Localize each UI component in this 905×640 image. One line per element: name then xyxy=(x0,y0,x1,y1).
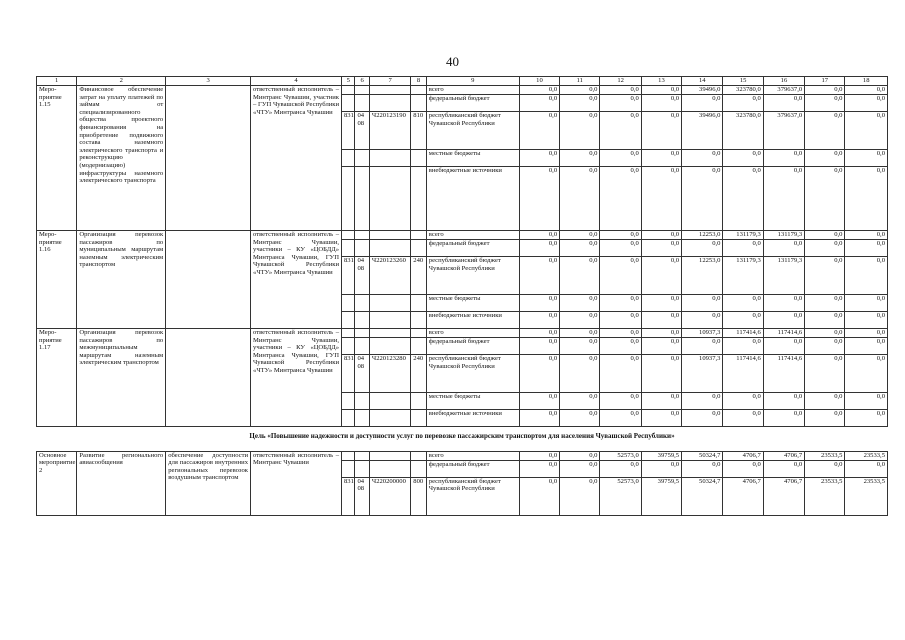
amount-value: 23533,5 xyxy=(805,451,845,460)
amount-value: 0,0 xyxy=(519,312,559,329)
amount-value: 0,0 xyxy=(560,95,600,112)
amount-value: 10937,3 xyxy=(682,329,723,338)
amount-value: 0,0 xyxy=(805,240,845,257)
amount-value: 0,0 xyxy=(600,95,641,112)
vr-code xyxy=(411,86,427,95)
table-cell xyxy=(342,393,355,410)
amount-value: 0,0 xyxy=(600,410,641,427)
column-number: 10 xyxy=(519,77,559,86)
rzpr-code: 04 08 xyxy=(355,257,369,295)
amount-value: 323780,0 xyxy=(723,86,763,95)
csr-code: Ч220123190 xyxy=(369,112,410,150)
amount-value: 0,0 xyxy=(682,410,723,427)
amount-value: 0,0 xyxy=(600,312,641,329)
amount-value: 0,0 xyxy=(845,329,888,338)
table-cell xyxy=(355,312,369,329)
table-cell xyxy=(355,167,369,231)
amount-value: 0,0 xyxy=(560,257,600,295)
goal-row xyxy=(37,427,888,452)
csr-code: Ч220123280 xyxy=(369,355,410,393)
amount-value: 0,0 xyxy=(519,231,559,240)
amount-value: 379637,0 xyxy=(763,86,804,95)
measure-name: Меро-приятие 1.15 xyxy=(37,86,77,231)
amount-value: 0,0 xyxy=(641,86,681,95)
funding-source: всего xyxy=(426,86,519,95)
csr-code xyxy=(369,451,410,460)
amount-value: 39759,5 xyxy=(641,477,681,515)
column-number: 4 xyxy=(251,77,342,86)
amount-value: 0,0 xyxy=(723,295,763,312)
amount-value: 0,0 xyxy=(519,112,559,150)
amount-value: 0,0 xyxy=(560,460,600,477)
amount-value: 0,0 xyxy=(519,240,559,257)
amount-value: 0,0 xyxy=(600,257,641,295)
amount-value: 23533,5 xyxy=(845,451,888,460)
table-row xyxy=(37,329,888,338)
table-cell xyxy=(342,312,355,329)
measure-target xyxy=(166,231,251,329)
table-cell xyxy=(369,460,410,477)
amount-value: 0,0 xyxy=(682,393,723,410)
amount-value: 0,0 xyxy=(641,312,681,329)
amount-value: 0,0 xyxy=(519,329,559,338)
grbs-code xyxy=(342,451,355,460)
amount-value: 0,0 xyxy=(845,257,888,295)
rzpr-code: 04 08 xyxy=(355,112,369,150)
funding-source: федеральный бюджет xyxy=(426,95,519,112)
amount-value: 4706,7 xyxy=(723,477,763,515)
amount-value: 0,0 xyxy=(845,393,888,410)
table-cell xyxy=(411,240,427,257)
table-cell xyxy=(355,295,369,312)
amount-value: 0,0 xyxy=(845,460,888,477)
table-cell xyxy=(355,95,369,112)
funding-source: местные бюджеты xyxy=(426,150,519,167)
amount-value: 0,0 xyxy=(763,338,804,355)
amount-value: 0,0 xyxy=(560,312,600,329)
amount-value: 0,0 xyxy=(763,460,804,477)
amount-value: 0,0 xyxy=(600,393,641,410)
amount-value: 131179,3 xyxy=(723,257,763,295)
amount-value: 39496,0 xyxy=(682,112,723,150)
amount-value: 0,0 xyxy=(560,477,600,515)
amount-value: 0,0 xyxy=(682,312,723,329)
amount-value: 0,0 xyxy=(641,355,681,393)
rzpr-code: 04 08 xyxy=(355,355,369,393)
amount-value: 0,0 xyxy=(682,338,723,355)
grbs-code: 831 xyxy=(342,355,355,393)
amount-value: 0,0 xyxy=(600,355,641,393)
amount-value: 0,0 xyxy=(805,257,845,295)
amount-value: 0,0 xyxy=(723,167,763,231)
amount-value: 0,0 xyxy=(805,112,845,150)
amount-value: 0,0 xyxy=(641,240,681,257)
amount-value: 12253,0 xyxy=(682,257,723,295)
measure-description: Развитие регионального авиасообщения xyxy=(77,451,166,515)
table-cell xyxy=(355,150,369,167)
amount-value: 0,0 xyxy=(763,393,804,410)
amount-value: 0,0 xyxy=(723,150,763,167)
amount-value: 0,0 xyxy=(560,338,600,355)
amount-value: 0,0 xyxy=(600,240,641,257)
measure-description: Организация перевозок пассажиров по межмуниципальным маршрутам наземным электрическим транспортом xyxy=(77,329,166,427)
table-cell xyxy=(342,167,355,231)
column-number: 15 xyxy=(723,77,763,86)
amount-value: 0,0 xyxy=(845,167,888,231)
amount-value: 0,0 xyxy=(519,460,559,477)
table-cell xyxy=(355,240,369,257)
amount-value: 0,0 xyxy=(641,410,681,427)
amount-value: 0,0 xyxy=(641,95,681,112)
amount-value: 0,0 xyxy=(560,295,600,312)
amount-value: 0,0 xyxy=(560,329,600,338)
amount-value: 0,0 xyxy=(641,295,681,312)
column-number: 11 xyxy=(560,77,600,86)
amount-value: 0,0 xyxy=(763,167,804,231)
table-cell xyxy=(411,338,427,355)
funding-source: республиканский бюджет Чувашской Республики xyxy=(426,257,519,295)
amount-value: 0,0 xyxy=(805,329,845,338)
amount-value: 0,0 xyxy=(600,167,641,231)
amount-value: 0,0 xyxy=(641,460,681,477)
responsible-executor: ответственный исполнитель – Минтранс Чувашии, участник – ГУП Чувашской Республики «ЧТУ» Минтранса Чувашии xyxy=(251,86,342,231)
amount-value: 0,0 xyxy=(845,312,888,329)
column-number: 13 xyxy=(641,77,681,86)
vr-code xyxy=(411,451,427,460)
goal-heading: Цель «Повышение надежности и доступности услуг по перевозке пассажирским транспортом для населения Чувашской Республики» xyxy=(37,427,888,452)
grbs-code xyxy=(342,86,355,95)
amount-value: 0,0 xyxy=(763,312,804,329)
amount-value: 0,0 xyxy=(560,393,600,410)
amount-value: 0,0 xyxy=(763,295,804,312)
rzpr-code xyxy=(355,329,369,338)
funding-source: местные бюджеты xyxy=(426,393,519,410)
measure-target xyxy=(166,329,251,427)
amount-value: 0,0 xyxy=(723,338,763,355)
amount-value: 0,0 xyxy=(641,393,681,410)
amount-value: 52573,0 xyxy=(600,451,641,460)
table-cell xyxy=(411,393,427,410)
measure-target xyxy=(166,86,251,231)
amount-value: 0,0 xyxy=(845,410,888,427)
amount-value: 0,0 xyxy=(805,393,845,410)
column-number: 1 xyxy=(37,77,77,86)
amount-value: 0,0 xyxy=(805,338,845,355)
amount-value: 0,0 xyxy=(682,95,723,112)
grbs-code xyxy=(342,329,355,338)
column-number: 17 xyxy=(805,77,845,86)
amount-value: 12253,0 xyxy=(682,231,723,240)
column-number: 8 xyxy=(411,77,427,86)
funding-source: республиканский бюджет Чувашской Республики xyxy=(426,477,519,515)
amount-value: 0,0 xyxy=(805,355,845,393)
amount-value: 4706,7 xyxy=(763,451,804,460)
csr-code: Ч220123260 xyxy=(369,257,410,295)
amount-value: 0,0 xyxy=(600,295,641,312)
amount-value: 0,0 xyxy=(560,112,600,150)
amount-value: 0,0 xyxy=(519,355,559,393)
table-cell xyxy=(411,312,427,329)
amount-value: 0,0 xyxy=(682,167,723,231)
table-cell xyxy=(342,295,355,312)
amount-value: 0,0 xyxy=(682,460,723,477)
table-cell xyxy=(369,393,410,410)
measure-name: Меро-приятие 1.16 xyxy=(37,231,77,329)
amount-value: 0,0 xyxy=(519,477,559,515)
table-cell xyxy=(411,167,427,231)
amount-value: 0,0 xyxy=(600,329,641,338)
amount-value: 0,0 xyxy=(805,410,845,427)
amount-value: 0,0 xyxy=(560,231,600,240)
amount-value: 131179,3 xyxy=(723,231,763,240)
amount-value: 0,0 xyxy=(845,86,888,95)
amount-value: 0,0 xyxy=(641,338,681,355)
column-number: 12 xyxy=(600,77,641,86)
amount-value: 0,0 xyxy=(519,338,559,355)
header-row xyxy=(37,77,888,86)
amount-value: 23533,5 xyxy=(845,477,888,515)
table-cell xyxy=(355,410,369,427)
amount-value: 0,0 xyxy=(641,329,681,338)
funding-source: всего xyxy=(426,451,519,460)
table-cell xyxy=(369,95,410,112)
amount-value: 0,0 xyxy=(519,86,559,95)
amount-value: 0,0 xyxy=(519,410,559,427)
column-number: 5 xyxy=(342,77,355,86)
table-cell xyxy=(342,95,355,112)
amount-value: 0,0 xyxy=(560,150,600,167)
funding-source: внебюджетные источники xyxy=(426,167,519,231)
amount-value: 0,0 xyxy=(845,112,888,150)
table-cell xyxy=(369,240,410,257)
amount-value: 0,0 xyxy=(600,338,641,355)
table-row xyxy=(37,451,888,460)
amount-value: 0,0 xyxy=(560,240,600,257)
amount-value: 0,0 xyxy=(845,295,888,312)
amount-value: 0,0 xyxy=(805,150,845,167)
amount-value: 0,0 xyxy=(805,295,845,312)
vr-code: 800 xyxy=(411,477,427,515)
table-cell xyxy=(411,150,427,167)
table-cell xyxy=(369,312,410,329)
amount-value: 117414,6 xyxy=(763,355,804,393)
amount-value: 0,0 xyxy=(600,460,641,477)
table-row xyxy=(37,86,888,95)
amount-value: 10937,3 xyxy=(682,355,723,393)
amount-value: 0,0 xyxy=(845,338,888,355)
amount-value: 0,0 xyxy=(519,150,559,167)
vr-code xyxy=(411,329,427,338)
amount-value: 117414,6 xyxy=(723,329,763,338)
table-cell xyxy=(342,460,355,477)
amount-value: 0,0 xyxy=(641,167,681,231)
amount-value: 0,0 xyxy=(763,240,804,257)
column-number: 14 xyxy=(682,77,723,86)
amount-value: 0,0 xyxy=(805,95,845,112)
table-cell xyxy=(355,338,369,355)
funding-source: республиканский бюджет Чувашской Республики xyxy=(426,355,519,393)
grbs-code: 831 xyxy=(342,112,355,150)
measure-description: Организация перевозок пассажиров по муниципальным маршрутам наземным электрическим транспортом xyxy=(77,231,166,329)
amount-value: 0,0 xyxy=(763,95,804,112)
csr-code xyxy=(369,86,410,95)
amount-value: 0,0 xyxy=(845,150,888,167)
amount-value: 0,0 xyxy=(805,460,845,477)
amount-value: 0,0 xyxy=(560,410,600,427)
amount-value: 4706,7 xyxy=(723,451,763,460)
amount-value: 0,0 xyxy=(641,257,681,295)
table-cell xyxy=(355,460,369,477)
amount-value: 39759,5 xyxy=(641,451,681,460)
measure-name: Основное мероприятие 2 xyxy=(37,451,77,515)
column-number: 9 xyxy=(426,77,519,86)
amount-value: 0,0 xyxy=(560,86,600,95)
table-cell xyxy=(369,150,410,167)
amount-value: 0,0 xyxy=(805,167,845,231)
amount-value: 0,0 xyxy=(845,95,888,112)
table-cell xyxy=(369,410,410,427)
amount-value: 0,0 xyxy=(845,240,888,257)
amount-value: 117414,6 xyxy=(723,355,763,393)
rzpr-code xyxy=(355,231,369,240)
table-cell xyxy=(342,338,355,355)
amount-value: 0,0 xyxy=(641,112,681,150)
budget-table xyxy=(36,76,888,516)
csr-code: Ч220200000 xyxy=(369,477,410,515)
amount-value: 50324,7 xyxy=(682,451,723,460)
vr-code: 810 xyxy=(411,112,427,150)
funding-source: местные бюджеты xyxy=(426,295,519,312)
amount-value: 0,0 xyxy=(723,240,763,257)
amount-value: 117414,6 xyxy=(763,329,804,338)
amount-value: 39496,0 xyxy=(682,86,723,95)
amount-value: 50324,7 xyxy=(682,477,723,515)
amount-value: 0,0 xyxy=(763,410,804,427)
funding-source: всего xyxy=(426,231,519,240)
table-cell xyxy=(369,295,410,312)
amount-value: 23533,5 xyxy=(805,477,845,515)
csr-code xyxy=(369,231,410,240)
column-number: 6 xyxy=(355,77,369,86)
amount-value: 0,0 xyxy=(682,295,723,312)
amount-value: 0,0 xyxy=(641,231,681,240)
amount-value: 0,0 xyxy=(641,150,681,167)
funding-source: внебюджетные источники xyxy=(426,410,519,427)
funding-source: республиканский бюджет Чувашской Республики xyxy=(426,112,519,150)
amount-value: 0,0 xyxy=(682,150,723,167)
table-cell xyxy=(369,167,410,231)
table-cell xyxy=(411,410,427,427)
amount-value: 379637,0 xyxy=(763,112,804,150)
amount-value: 0,0 xyxy=(560,355,600,393)
column-number: 18 xyxy=(845,77,888,86)
rzpr-code xyxy=(355,86,369,95)
amount-value: 0,0 xyxy=(805,312,845,329)
funding-source: всего xyxy=(426,329,519,338)
amount-value: 323780,0 xyxy=(723,112,763,150)
table-cell xyxy=(342,150,355,167)
table-cell xyxy=(411,460,427,477)
amount-value: 0,0 xyxy=(723,460,763,477)
funding-source: федеральный бюджет xyxy=(426,460,519,477)
responsible-executor: ответственный исполнитель – Минтранс Чувашии, участники – КУ «ЦОБДД» Минтранса Чувашии, ГУП Чувашской Республики «ЧТУ» Минтранса Чувашии xyxy=(251,231,342,329)
grbs-code xyxy=(342,231,355,240)
grbs-code: 831 xyxy=(342,257,355,295)
amount-value: 0,0 xyxy=(600,112,641,150)
amount-value: 0,0 xyxy=(519,167,559,231)
funding-source: федеральный бюджет xyxy=(426,338,519,355)
amount-value: 52573,0 xyxy=(600,477,641,515)
amount-value: 0,0 xyxy=(560,167,600,231)
amount-value: 0,0 xyxy=(763,150,804,167)
amount-value: 0,0 xyxy=(560,451,600,460)
grbs-code: 831 xyxy=(342,477,355,515)
vr-code: 240 xyxy=(411,355,427,393)
amount-value: 0,0 xyxy=(805,86,845,95)
table-cell xyxy=(411,295,427,312)
amount-value: 131179,3 xyxy=(763,257,804,295)
vr-code xyxy=(411,231,427,240)
amount-value: 0,0 xyxy=(600,86,641,95)
responsible-executor: ответственный исполнитель – Минтранс Чувашии, участники – КУ «ЦОБДД» Минтранса Чувашии, ГУП Чувашской Республики «ЧТУ» Минтранса Чувашии xyxy=(251,329,342,427)
amount-value: 0,0 xyxy=(723,410,763,427)
rzpr-code: 04 08 xyxy=(355,477,369,515)
amount-value: 0,0 xyxy=(845,231,888,240)
amount-value: 4706,7 xyxy=(763,477,804,515)
column-number: 7 xyxy=(369,77,410,86)
measure-name: Меро-приятие 1.17 xyxy=(37,329,77,427)
amount-value: 0,0 xyxy=(723,312,763,329)
column-number: 2 xyxy=(77,77,166,86)
column-number: 16 xyxy=(763,77,804,86)
amount-value: 0,0 xyxy=(519,95,559,112)
responsible-executor: ответственный исполнитель – Минтранс Чувашии xyxy=(251,451,342,515)
csr-code xyxy=(369,329,410,338)
amount-value: 0,0 xyxy=(519,451,559,460)
amount-value: 0,0 xyxy=(723,95,763,112)
funding-source: федеральный бюджет xyxy=(426,240,519,257)
measure-description: Финансовое обеспечение затрат на уплату платежей по займам от специализированного общества проектного финансирования на приобретение подвижного состава наземного электрического транспорта и реконструкцию (модернизацию) инфраструктуры наземного электрического транспорта xyxy=(77,86,166,231)
amount-value: 0,0 xyxy=(682,240,723,257)
measure-target: обеспечение доступности для пассажиров внутренних региональных перевозок воздушным транспортом xyxy=(166,451,251,515)
amount-value: 0,0 xyxy=(600,231,641,240)
table-cell xyxy=(369,338,410,355)
rzpr-code xyxy=(355,451,369,460)
amount-value: 0,0 xyxy=(519,393,559,410)
amount-value: 0,0 xyxy=(845,355,888,393)
amount-value: 131179,3 xyxy=(763,231,804,240)
page-number: 40 xyxy=(446,54,459,69)
vr-code: 240 xyxy=(411,257,427,295)
table-cell xyxy=(342,410,355,427)
column-number: 3 xyxy=(166,77,251,86)
amount-value: 0,0 xyxy=(723,393,763,410)
table-row xyxy=(37,231,888,240)
table-cell xyxy=(355,393,369,410)
amount-value: 0,0 xyxy=(805,231,845,240)
table-cell xyxy=(342,240,355,257)
amount-value: 0,0 xyxy=(519,257,559,295)
amount-value: 0,0 xyxy=(519,295,559,312)
table-cell xyxy=(411,95,427,112)
amount-value: 0,0 xyxy=(600,150,641,167)
funding-source: внебюджетные источники xyxy=(426,312,519,329)
